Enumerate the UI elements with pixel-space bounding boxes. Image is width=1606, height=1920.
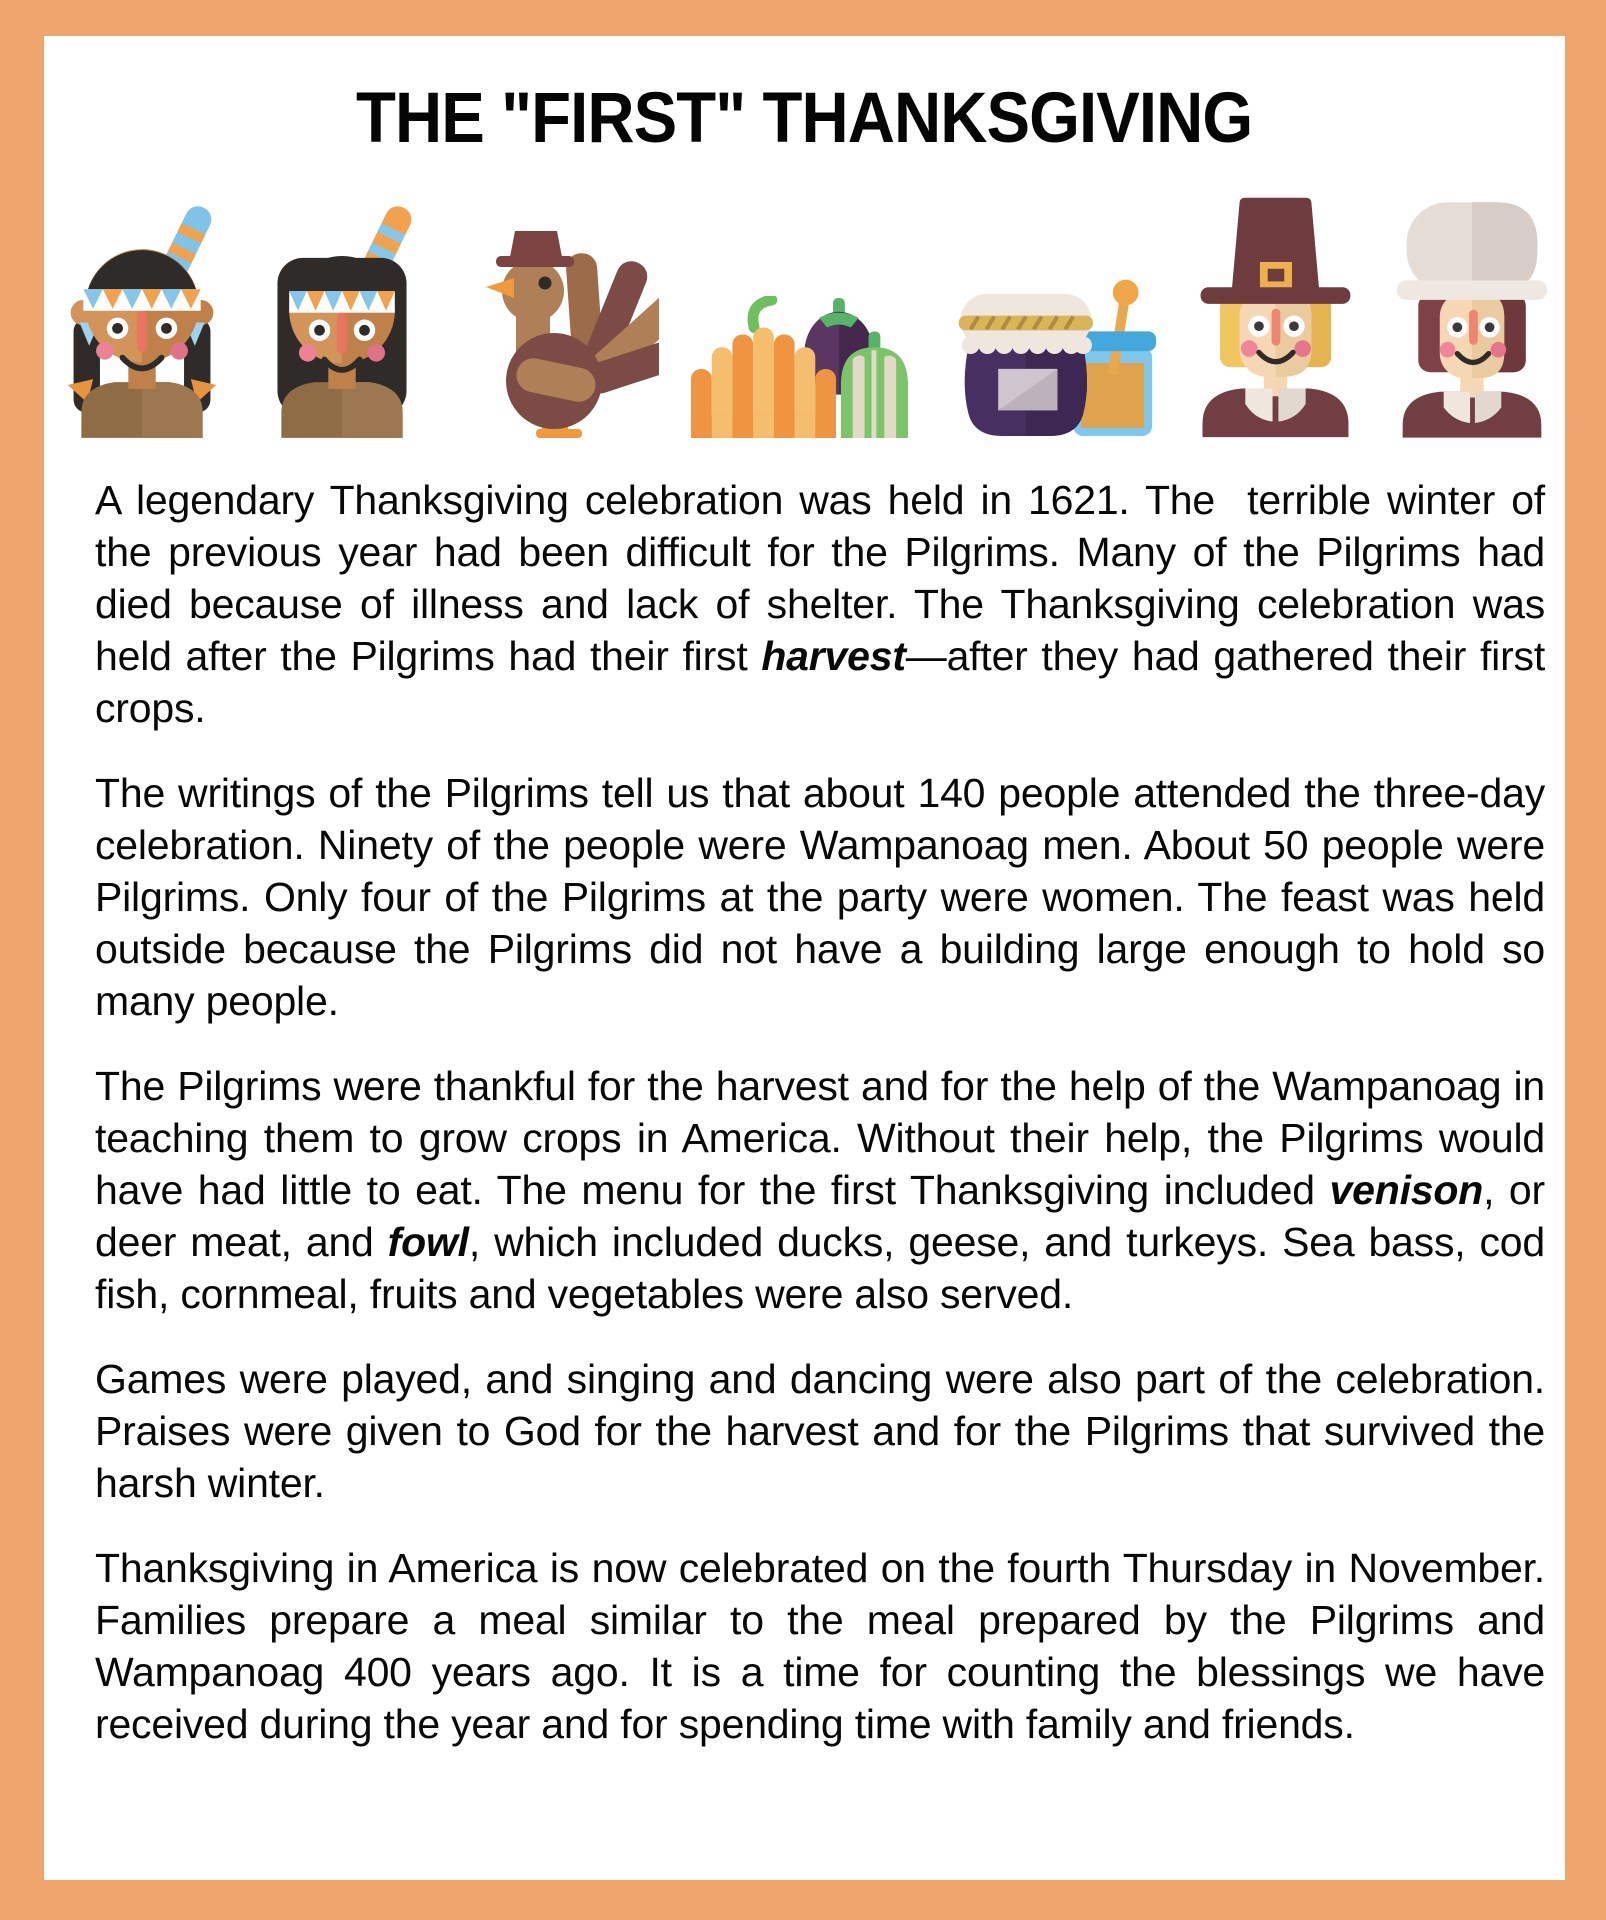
- paragraph-5: [95, 1542, 1545, 1750]
- text-segment: The writings of the Pilgrims tell us that about 140 people attended the three-day celebration. Ninety of the people were Wampanoag men. About 50 people were Pilgrims. Only four of the Pilgrims at the party were women. The feast was held outside because the Pilgrims did not have a building large enough to hold so many people.: [95, 770, 1545, 1024]
- text-segment: Games were played, and singing and dancing were also part of the celebration. Praises were given to God for the harvest and for the Pilgrims that survived the harsh winter.: [95, 1356, 1545, 1506]
- text-segment: , which included ducks, geese, and turkeys. Sea bass, cod fish, cornmeal, fruits and vegetables were also served.: [95, 1219, 1545, 1317]
- emphasis-fowl: fowl: [387, 1219, 469, 1265]
- emphasis-harvest: harvest: [761, 633, 906, 679]
- passage: [44, 474, 1565, 1750]
- pilgrim-woman-icon: [1389, 198, 1555, 438]
- text-segment: , or deer meat, and: [95, 1167, 1545, 1265]
- text-segment: A legendary Thanksgiving celebration was held in 1621. The terrible winter of the previous year had been difficult for the Pilgrims. Many of the Pilgrims had died because of illness and lack of shelter. The Thanksgiving celebration was held after the Pilgrims had their first: [95, 477, 1545, 679]
- paragraph-3: [95, 1060, 1545, 1320]
- harvest-vegetables-icon: [683, 296, 915, 438]
- paragraph-2: [95, 767, 1545, 1027]
- text-segment: Thanksgiving in America is now celebrated on the fourth Thursday in November. Families prepare a meal similar to the meal prepared by the Pilgrims and Wampanoag 400 years ago. It is a time for counting the blessings we have received during the year and for spending time with family and friends.: [95, 1545, 1545, 1747]
- pilgrim-man-icon: [1185, 193, 1365, 438]
- worksheet-paper: [44, 36, 1565, 1880]
- native-american-girl-icon: [54, 203, 230, 438]
- page-title: THE "FIRST" THANKSGIVING: [356, 79, 1253, 158]
- text-segment: The Pilgrims were thankful for the harvest and for the help of the Wampanoag in teaching them to grow crops in America. Without their help, the Pilgrims would have had little to eat. The menu for the first Thanksgiving included: [95, 1063, 1545, 1213]
- jam-and-honey-icon: [939, 278, 1161, 438]
- paragraph-1: [95, 474, 1545, 734]
- emphasis-venison: venison: [1329, 1167, 1484, 1213]
- native-american-woman-icon: [254, 203, 430, 438]
- text-segment: —after they had gathered their first crops.: [95, 633, 1546, 731]
- paragraph-4: [95, 1353, 1545, 1509]
- turkey-icon: [454, 231, 659, 438]
- icons-row: [44, 192, 1565, 438]
